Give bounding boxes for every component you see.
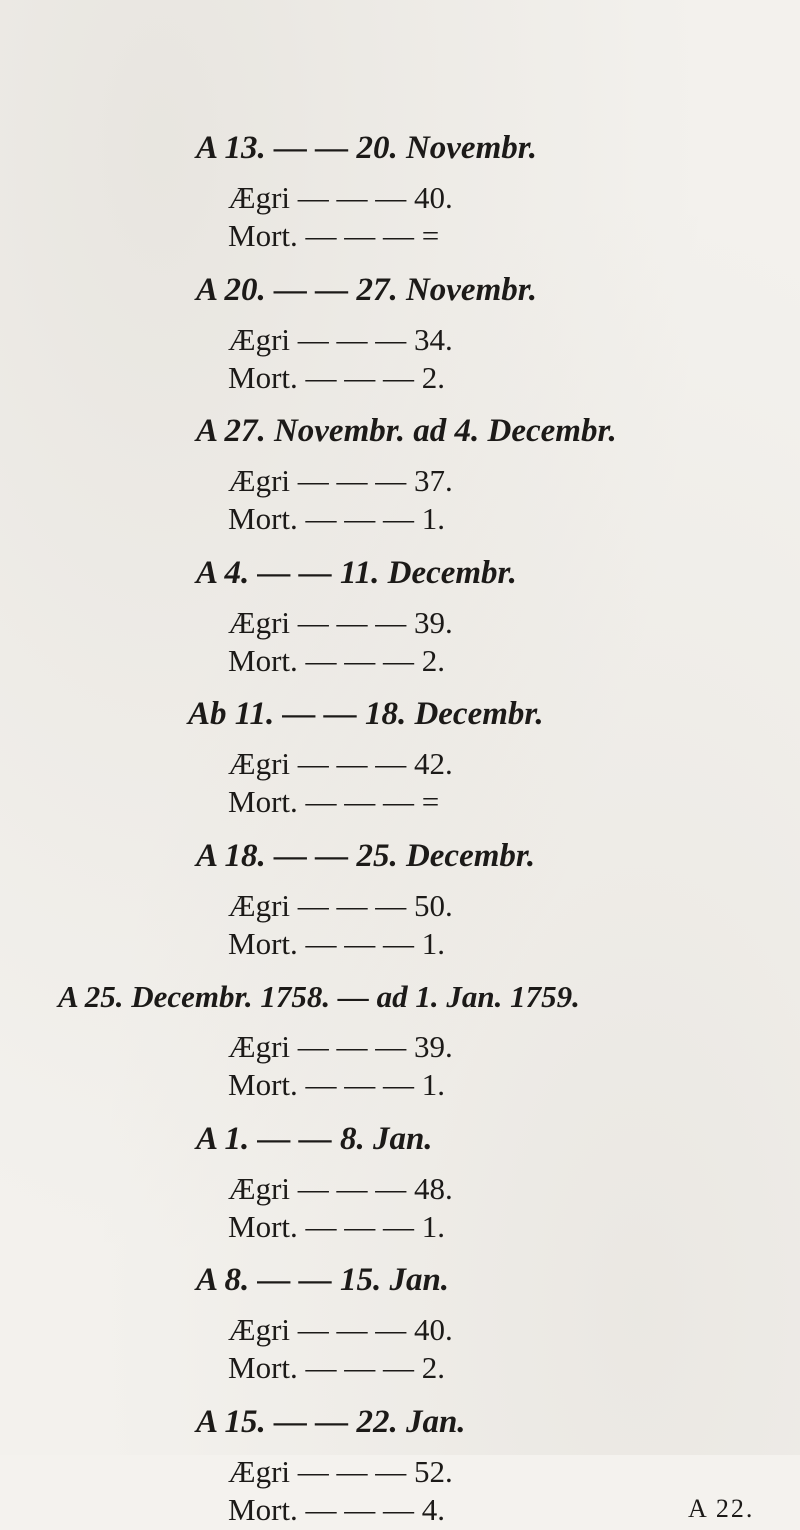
- mort-line: Mort. — — — 1.: [228, 1208, 445, 1244]
- mort-line: Mort. — — — 4.: [228, 1491, 445, 1527]
- period-heading: Ab 11. — — 18. Decembr.: [188, 696, 544, 732]
- mort-line: Mort. — — — 1.: [228, 1067, 445, 1102]
- period-heading: A 25. Decembr. 1758. — ad 1. Jan. 1759.: [58, 979, 580, 1014]
- mort-line: Mort. — — — 1.: [228, 925, 445, 961]
- period-heading: A 8. — — 15. Jan.: [196, 1262, 450, 1298]
- aegri-line: Ægri — — — 42.: [228, 746, 453, 781]
- aegri-line: Ægri — — — 52.: [228, 1453, 453, 1489]
- mort-line: Mort. — — — =: [228, 784, 440, 819]
- aegri-line: Ægri — — — 40.: [228, 180, 453, 215]
- aegri-line: Ægri — — — 40.: [228, 1312, 453, 1347]
- period-heading: A 18. — — 25. Decembr.: [196, 837, 536, 874]
- aegri-line: Ægri — — — 37.: [228, 463, 453, 498]
- period-heading: A 13. — — 20. Novembr.: [196, 130, 538, 166]
- period-heading: A 1. — — 8. Jan.: [196, 1120, 433, 1157]
- aegri-line: Ægri — — — 39.: [228, 1029, 453, 1064]
- mort-line: Mort. — — — 2.: [228, 359, 445, 395]
- mort-line: Mort. — — — 2.: [228, 1350, 445, 1385]
- period-heading: A 20. — — 27. Novembr.: [196, 271, 538, 308]
- aegri-line: Ægri — — — 50.: [228, 887, 453, 923]
- mort-line: Mort. — — — 2.: [228, 642, 445, 678]
- aegri-line: Ægri — — — 39.: [228, 604, 453, 640]
- period-heading: A 15. — — 22. Jan.: [196, 1403, 466, 1440]
- period-heading: A 27. Novembr. ad 4. Decembr.: [196, 413, 617, 449]
- aegri-line: Ægri — — — 48.: [228, 1170, 453, 1206]
- period-heading: A 4. — — 11. Decembr.: [196, 554, 517, 591]
- mort-line: Mort. — — — =: [228, 218, 440, 253]
- mort-line: Mort. — — — 1.: [228, 501, 445, 536]
- aegri-line: Ægri — — — 34.: [228, 321, 453, 357]
- catchword: A 22.: [688, 1493, 755, 1523]
